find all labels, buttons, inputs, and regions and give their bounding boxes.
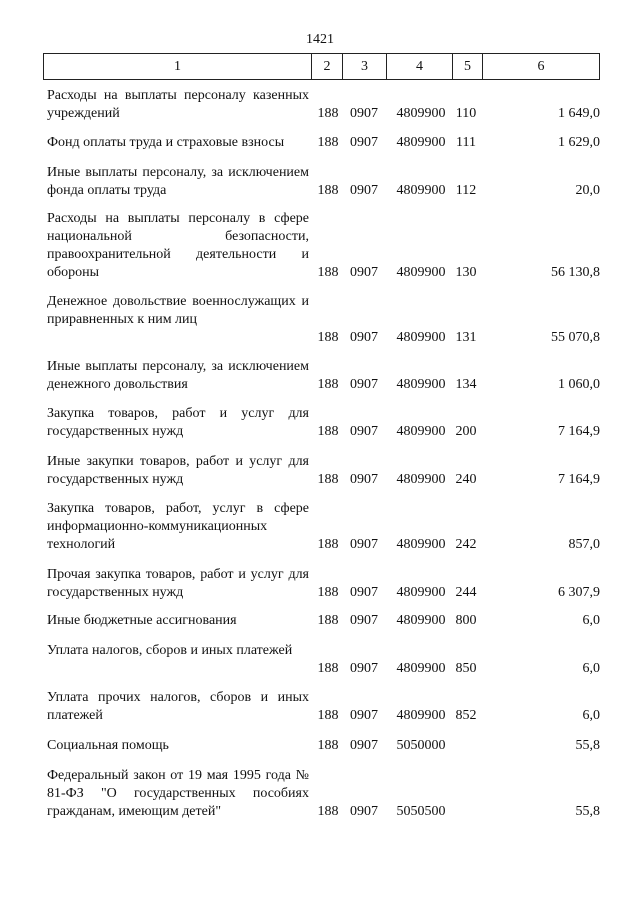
- row-target-code: 4809900: [396, 708, 446, 723]
- row-description: Закупка товаров, работ и услуг для государственных нужд: [47, 406, 309, 439]
- row-description: Федеральный закон от 19 мая 1995 года № 81-ФЗ "О государственных пособиях гражданам, имеющим детей": [47, 768, 309, 819]
- row-expense-type: 240: [455, 472, 477, 487]
- row-admin-code: 188: [317, 613, 339, 628]
- row-amount: 55,8: [575, 804, 600, 819]
- row-expense-type: 112: [455, 183, 477, 198]
- row-expense-type: 852: [455, 708, 477, 723]
- row-section-code: 0907: [350, 537, 378, 552]
- row-expense-type: 200: [455, 424, 477, 439]
- row-expense-type: 110: [455, 106, 477, 121]
- row-amount: 20,0: [575, 183, 600, 198]
- row-expense-type: 130: [455, 265, 477, 280]
- row-section-code: 0907: [350, 330, 378, 345]
- header-col-4: 4: [387, 54, 453, 79]
- row-expense-type: 242: [455, 537, 477, 552]
- row-amount: 55,8: [575, 738, 600, 753]
- row-section-code: 0907: [350, 472, 378, 487]
- row-target-code: 4809900: [396, 424, 446, 439]
- row-section-code: 0907: [350, 265, 378, 280]
- row-section-code: 0907: [350, 738, 378, 753]
- row-admin-code: 188: [317, 106, 339, 121]
- row-admin-code: 188: [317, 183, 339, 198]
- row-expense-type: 111: [456, 135, 476, 150]
- row-admin-code: 188: [317, 377, 339, 392]
- row-admin-code: 188: [317, 708, 339, 723]
- row-amount: 1 629,0: [558, 135, 600, 150]
- row-admin-code: 188: [317, 472, 339, 487]
- row-amount: 6,0: [582, 613, 600, 628]
- row-target-code: 4809900: [396, 135, 446, 150]
- row-section-code: 0907: [350, 377, 378, 392]
- row-admin-code: 188: [317, 738, 339, 753]
- row-admin-code: 188: [317, 330, 339, 345]
- row-section-code: 0907: [350, 135, 378, 150]
- header-col-1: 1: [44, 54, 312, 79]
- row-expense-type: 134: [455, 377, 477, 392]
- row-description: Уплата налогов, сборов и иных платежей: [47, 643, 293, 658]
- row-section-code: 0907: [350, 804, 378, 819]
- row-amount: 6,0: [582, 708, 600, 723]
- row-expense-type: 850: [455, 661, 477, 676]
- row-admin-code: 188: [317, 804, 339, 819]
- row-amount: 1 649,0: [558, 106, 600, 121]
- row-admin-code: 188: [317, 265, 339, 280]
- row-section-code: 0907: [350, 661, 378, 676]
- row-section-code: 0907: [350, 613, 378, 628]
- row-admin-code: 188: [317, 537, 339, 552]
- row-amount: 7 164,9: [558, 472, 600, 487]
- row-target-code: 4809900: [396, 472, 446, 487]
- row-section-code: 0907: [350, 424, 378, 439]
- row-target-code: 4809900: [396, 106, 446, 121]
- row-amount: 56 130,8: [551, 265, 600, 280]
- row-description: Расходы на выплаты персоналу казенных учреждений: [47, 88, 309, 121]
- header-col-6: 6: [537, 59, 545, 74]
- row-expense-type: 244: [455, 585, 477, 600]
- row-target-code: 4809900: [396, 537, 446, 552]
- header-col-5: 5: [453, 54, 483, 79]
- row-target-code: 4809900: [396, 613, 446, 628]
- row-target-code: 4809900: [396, 661, 446, 676]
- header-col-3: 3: [343, 54, 387, 79]
- row-description: Иные бюджетные ассигнования: [47, 613, 237, 628]
- row-description: Закупка товаров, работ, услуг в сфере информационно-коммуникационных технологий: [47, 501, 309, 552]
- row-amount: 6,0: [582, 661, 600, 676]
- row-amount: 6 307,9: [558, 585, 600, 600]
- row-description: Иные выплаты персоналу, за исключением фонда оплаты труда: [47, 165, 309, 198]
- row-section-code: 0907: [350, 106, 378, 121]
- row-amount: 857,0: [568, 537, 600, 552]
- row-description: Прочая закупка товаров, работ и услуг для государственных нужд: [47, 567, 309, 600]
- row-section-code: 0907: [350, 708, 378, 723]
- row-admin-code: 188: [317, 661, 339, 676]
- row-target-code: 5050000: [396, 738, 446, 753]
- row-section-code: 0907: [350, 585, 378, 600]
- row-description: Денежное довольствие военнослужащих и приравненных к ним лиц: [47, 294, 309, 327]
- row-target-code: 4809900: [396, 183, 446, 198]
- row-admin-code: 188: [317, 585, 339, 600]
- row-description: Иные закупки товаров, работ и услуг для государственных нужд: [47, 454, 309, 487]
- row-section-code: 0907: [350, 183, 378, 198]
- row-amount: 1 060,0: [558, 377, 600, 392]
- row-description: Уплата прочих налогов, сборов и иных платежей: [47, 690, 309, 723]
- row-expense-type: 131: [455, 330, 477, 345]
- row-admin-code: 188: [317, 135, 339, 150]
- header-col-2: 2: [312, 54, 343, 79]
- row-description: Фонд оплаты труда и страховые взносы: [47, 135, 285, 150]
- row-amount: 7 164,9: [558, 424, 600, 439]
- row-target-code: 4809900: [396, 265, 446, 280]
- table-header: [43, 53, 600, 80]
- row-description: Социальная помощь: [47, 738, 169, 753]
- row-expense-type: 800: [455, 613, 477, 628]
- row-description: Иные выплаты персоналу, за исключением денежного довольствия: [47, 359, 309, 392]
- row-description: Расходы на выплаты персоналу в сфере национальной безопасности, правоохранительной деятельности и обороны: [47, 211, 309, 280]
- row-admin-code: 188: [317, 424, 339, 439]
- row-target-code: 4809900: [396, 330, 446, 345]
- row-target-code: 5050500: [396, 804, 446, 819]
- page-number: 1421: [306, 32, 334, 47]
- row-amount: 55 070,8: [551, 330, 600, 345]
- row-target-code: 4809900: [396, 585, 446, 600]
- row-target-code: 4809900: [396, 377, 446, 392]
